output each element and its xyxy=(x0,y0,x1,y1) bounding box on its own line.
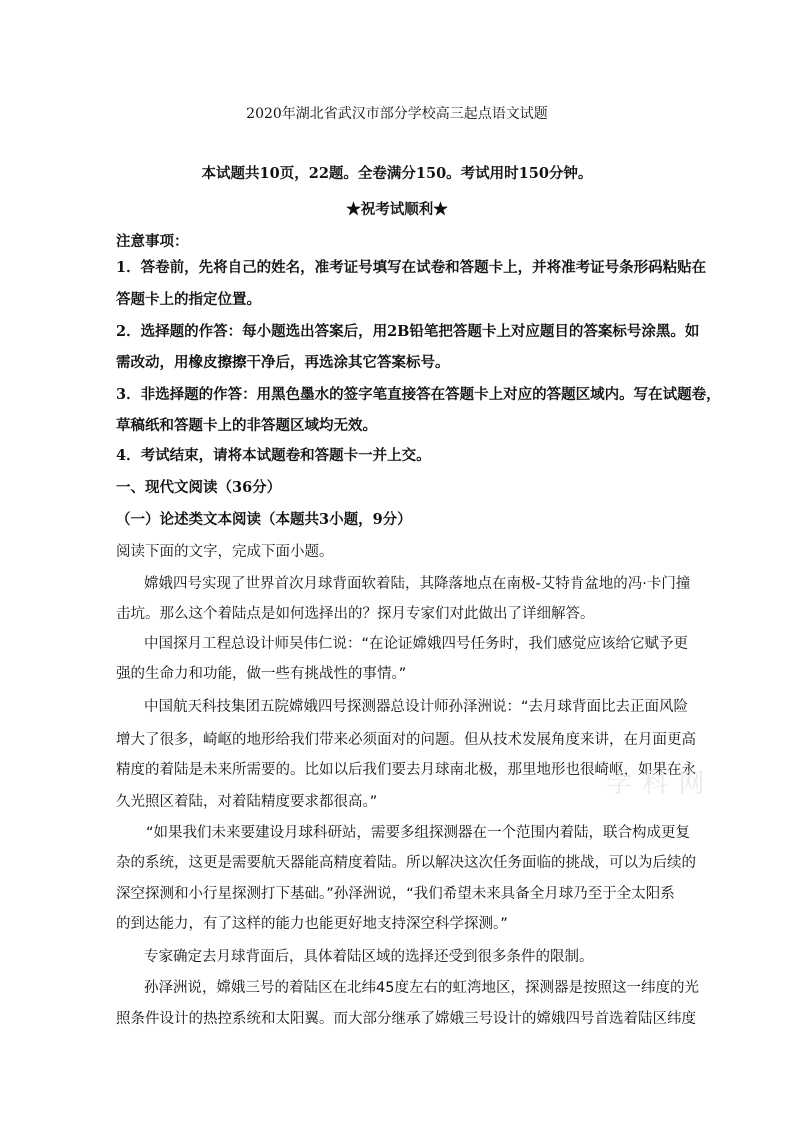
notice-item-3: 3．非选择题的作答：用黑色墨水的签字笔直接答在答题卡上对应的答题区域内。写在试题卷， xyxy=(116,386,721,403)
notice-item-3-cont: 草稿纸和答题卡上的非答题区域均无效。 xyxy=(116,417,377,434)
passage-line: 中国探月工程总设计师吴伟仁说：“在论证嫦娥四号任务时，我们感觉应该给它赋予更 xyxy=(144,636,689,652)
section-heading: 一、现代文阅读（36分） xyxy=(116,479,282,496)
passage-line: 中国航天科技集团五院嫦娥四号探测器总设计师孙泽洲说：“去月球背面比去正面风险 xyxy=(144,699,689,715)
notice-item-2: 2．选择题的作答：每小题选出答案后，用2B铅笔把答题卡上对应题目的答案标号涂黑。如 xyxy=(116,323,700,340)
notice-item-1-cont: 答题卡上的指定位置。 xyxy=(116,291,261,308)
passage-line: 深空探测和小行星探测打下基础。”孙泽洲说，“我们希望未来具备全月球乃至于全太阳系 xyxy=(116,886,675,902)
passage-line: 嫦娥四号实现了世界首次月球背面软着陆，其降落地点在南极-艾特肯盆地的冯·卡门撞 xyxy=(144,576,691,592)
notice-item-1: 1．答卷前，先将自己的姓名，准考证号填写在试卷和答题卡上，并将准考证号条形码粘贴在 xyxy=(116,259,707,276)
passage-line: 精度的着陆是未来所需要的。比如以后我们要去月球南北极，那里地形也很崎岖，如果在永 xyxy=(116,762,696,778)
passage-line: 增大了很多，崎岖的地形给我们带来必须面对的问题。但从技术发展角度来讲，在月面更高 xyxy=(116,732,696,748)
passage-line: 的到达能力，有了这样的能力也能更好地支持深空科学探测。” xyxy=(116,916,508,932)
exam-subtitle: 本试题共10页，22题。全卷满分150。考试用时150分钟。 xyxy=(201,165,593,182)
passage-line: 孙泽洲说，嫦娥三号的着陆区在北纬45度左右的虹湾地区，探测器是按照这一纬度的光 xyxy=(144,980,699,996)
notice-item-4: 4．考试结束，请将本试题卷和答题卡一并上交。 xyxy=(116,447,431,464)
notice-item-2-cont: 需改动，用橡皮擦擦干净后，再选涂其它答案标号。 xyxy=(116,354,450,371)
passage-line: 专家确定去月球背面后，具体着陆区域的选择还受到很多条件的限制。 xyxy=(144,949,594,965)
passage-line: 照条件设计的热控系统和太阳翼。而大部分继承了嫦娥三号设计的嫦娥四号首选着陆区纬度 xyxy=(116,1011,696,1027)
good-luck-banner: ★祝考试顺利★ xyxy=(346,201,448,218)
passage-line: 强的生命力和功能，做一些有挑战性的事情。” xyxy=(116,666,407,682)
notice-heading: 注意事项： xyxy=(116,233,189,250)
exam-title: 2020年湖北省武汉市部分学校高三起点语文试题 xyxy=(246,106,548,122)
passage-line: 杂的系统，这更是需要航天器能高精度着陆。所以解决这次任务面临的挑战，可以为后续的 xyxy=(116,855,696,871)
reading-instruction: 阅读下面的文字，完成下面小题。 xyxy=(116,544,334,560)
passage-line: “如果我们未来要建设月球科研站，需要多组探测器在一个范围内着陆，联合构成更复 xyxy=(146,825,691,841)
passage-line: 击坑。那么这个着陆点是如何选择出的？探月专家们对此做出了详细解答。 xyxy=(116,606,595,622)
passage-line: 久光照区着陆，对着陆精度要求都很高。” xyxy=(116,794,378,810)
subsection-heading: （一）论述类文本阅读（本题共3小题，9分） xyxy=(116,511,412,528)
watermark: 学 科 网 xyxy=(606,769,706,799)
